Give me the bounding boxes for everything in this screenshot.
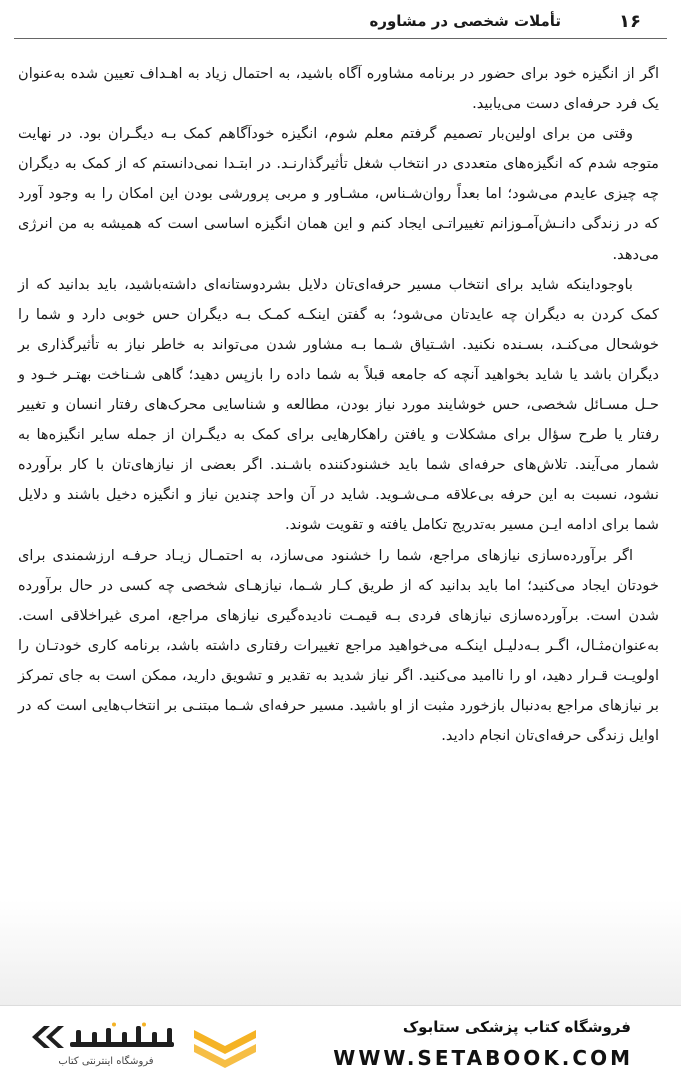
store-url: WWW.SETABOOK.COM: [333, 1046, 633, 1070]
paragraph-1: اگر از انگیزه خود برای حضور در برنامه مشاوره آگاه باشید، به احتمال زیاد به اهـداف تعیین شده به‌عنوان یک فرد حرفه‌ای دست می‌یابید.: [18, 65, 659, 113]
body-text: [18, 59, 659, 751]
paragraph-2: وقتی من برای اولین‌بار تصمیم گرفتم معلم شوم، انگیزه خودآگاهم کمک بـه دیگـران بود. در نهایت متوجه شدم که انگیزه‌های متعددی در انتخاب شغل تأثیرگذارنـد. در ابتـدا نمی‌دانستم که از کمک به دیگران چه چیزی عایدم می‌شود؛ اما بعداً روان‌شـناس، مشـاور و مربی پرورشی بودن این امکان را به وجود آورد که در زندگی دانـش‌آمـوزانم تغییراتـی ایجاد کنم و این همان انگیزه اساسی است که همیشه به من انرژی می‌دهد.: [18, 125, 659, 263]
store-name: فروشگاه کتاب پزشکی ستابوک: [402, 1018, 631, 1036]
running-head: [14, 6, 641, 36]
watermark-footer: [0, 1005, 681, 1081]
page-fade: [0, 900, 681, 1005]
logo-tagline: فروشگاه اینترنتی کتاب: [58, 1056, 154, 1067]
page-number: ۱۶: [619, 10, 641, 32]
book-title: تأملات شخصی در مشاوره: [369, 12, 562, 30]
setabook-logo-icon: [190, 1024, 260, 1070]
header-rule: [14, 38, 667, 39]
paragraph-3: باوجوداینکه شاید برای انتخاب مسیر حرفه‌ای‌تان دلایل بشردوستانه‌ای داشته‌باشید، باید بدانید که از کمک کردن به دیگران چه عایدتان می‌شود؛ به گفتن اینکـه کمـک بـه دیگران حس خوبی دارد و شما را خوشحال می‌کنـد، بسـنده نکنید. اشـتیاق شـما بـه مشاور شدن می‌تواند به خاطر نیاز به تأثیرگذاری بر دیگران باشد یا شاید بخواهید آنچه که جامعه قبلاً به شما داده را بازپس دهید؛ گاهی شـناخت بهتـر خـود و حـل مسـائل شخصی، حس خوشایند مورد نیاز بودن، مطالعه و شناسایی محرک‌های رفتار انسان و تغییر رفتار یا طرح سؤال برای مشکلات و یافتن راهکارهایی برای کمک به دیگـران از جمله سایر انگیزه‌ها به شمار می‌آیند. تلاش‌های حرفه‌ای شما باید خشنودکننده باشـند. اگر بعضی از نیازهای‌تان با کار برآورده نشود، نسبت به این حرفه بی‌علاقه مـی‌شـوید. شاید در آن واحد چندین نیاز و انگیزه دخیل باشند و دلایل شما برای ادامه ایـن مسیر به‌تدریج تکامل یافته و تقویت شوند.: [18, 275, 659, 534]
setabook-wordmark: [30, 1022, 180, 1052]
paragraph-4: اگر برآورده‌سازی نیازهای مراجع، شما را خشنود می‌سازد، به احتمـال زیـاد حرفـه ارزشمندی برای خودتان ایجاد می‌کنید؛ اما باید بدانید که از طریق کـار شـما، نیازهـای شخصی چه کسی در حال برآورده شدن است. برآورده‌سازی نیازهای فردی بـه قیمـت نادیده‌گیری نیازهای مراجع، امری غیراخلاقی است. به‌عنوان‌مثـال، اگـر بـه‌دلیـل اینکـه می‌خواهید مراجع تغییرات رفتاری داشته باشد، برنامه کاری خودتـان را اولویـت قـرار دهید، او را ناامید می‌کنید. اگر نیاز شدید به تقدیر و تشویق دارید، ممکن است به جای تمرکز بر نیازهای مراجع به‌دنبال بازخورد مثبت از او باشید. مسیر حرفه‌ای شـما مبتنـی بر انتخاب‌هایی است که در اوایل زندگی حرفه‌ای‌تان انجام دادید.: [18, 546, 659, 745]
